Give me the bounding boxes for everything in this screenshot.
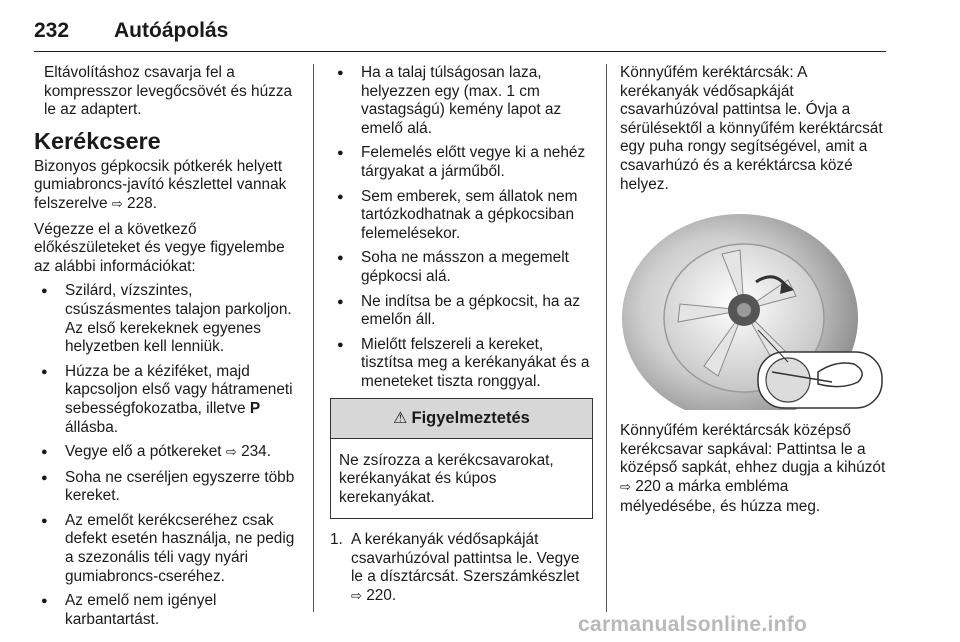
section-heading: Kerékcsere (34, 127, 161, 154)
list-item: ● Felemelés előtt vegye ki a nehéz tárgyakat a járműből. (330, 144, 593, 181)
list-item: ● Soha ne cseréljen egyszerre több kereket. (34, 469, 298, 506)
column-1 (34, 64, 298, 635)
reference-arrow-icon: ⇨ (111, 196, 123, 212)
watermark: carmanualsonline.info (578, 613, 808, 636)
list-item: ● Szilárd, vízszintes, csúszásmentes talajon parkoljon. Az első kerekeknek egyenes helyzetben kell lenniük. (34, 282, 298, 356)
intro-text: Eltávolításhoz csavarja fel a kompresszor levegőcsövét és húzza le az adaptert. (44, 64, 293, 119)
wheel-hubcap-illustration (622, 210, 884, 410)
list-item: ● Soha ne másszon a megemelt gépkocsi alá. (330, 249, 593, 286)
warning-box (330, 398, 593, 520)
reference-arrow-icon: ⇨ (351, 589, 362, 605)
column-2 (330, 64, 593, 607)
page-reference-link[interactable]: 228. (127, 194, 158, 212)
warning-triangle-icon: ⚠ (393, 407, 408, 427)
list-item: ● Az emelőt kerékcseréhez csak defekt esetén használja, ne pedig a szezonális téli vagy nyári gumiabroncs-cseréhez. (34, 512, 298, 586)
warning-header (331, 399, 592, 439)
warning-text: Ne zsírozza a kerékcsavarokat, kerékanyákat és kúpos kerekanyákat. (339, 451, 554, 506)
figure-caption: Könnyűfém keréktárcsák középső kerékcsavar sapkával: Pattintsa le a középső sapkát, ehhez dugja a kihúzót ⇨ 220 a márka embléma mélyedésébe, és húzza meg. (620, 422, 886, 515)
page-reference-link[interactable]: 220. (366, 587, 397, 605)
section-title: Autóápolás (114, 19, 229, 42)
column-3 (620, 64, 886, 516)
paragraph: Bizonyos gépkocsik pótkerék helyett gumiabroncs-javító készlettel vannak felszerelve ⇨ 228. (34, 157, 287, 212)
page-reference-link[interactable]: 234. (241, 443, 272, 461)
page-number: 232 (34, 19, 70, 42)
wheel-illustration-icon (622, 210, 884, 410)
header-rule (34, 51, 886, 52)
step-item: 1. A kerékanyák védősapkáját csavarhúzóval pattintsa le. Vegye le a dísztárcsát. Szerszámkészlet ⇨ 220. (330, 531, 580, 605)
bullet-list (330, 64, 593, 392)
paragraph: Végezze el a következő előkészületeket és vegye figyelembe az alábbi információkat: (34, 220, 285, 275)
reference-arrow-icon: ⇨ (225, 445, 237, 461)
paragraph: Könnyűfém keréktárcsák: A kerékanyák védősapkáját csavarhúzóval pattintsa le. Óvja a sérülésektől a könnyűfém keréktárcsát egy puha rongy segítségével, amit a csavarhúzó és a keréktárcsa közé helyez. (620, 64, 883, 193)
column-divider-2 (606, 64, 607, 612)
page-reference-link[interactable]: 220 (635, 477, 661, 495)
column-divider-1 (313, 64, 314, 612)
list-item: ● Ha a talaj túlságosan laza, helyezzen egy (max. 1 cm vastagságú) kemény lapot az emelő alá. (330, 64, 593, 138)
gear-position-label: P (249, 399, 261, 417)
list-item: ● Sem emberek, sem állatok nem tartózkodhatnak a gépkocsiban felemelésekor. (330, 188, 593, 244)
list-item: ● Ne indítsa be a gépkocsit, ha az emelőn áll. (330, 293, 593, 330)
step-list (330, 531, 593, 606)
list-item: ● Mielőtt felszereli a kereket, tisztítsa meg a kerékanyákat és a meneteket tiszta ronggyal. (330, 336, 593, 392)
page-header (34, 19, 886, 52)
reference-arrow-icon: ⇨ (620, 479, 631, 495)
list-item: ● Az emelő nem igényel karbantartást. (34, 592, 298, 629)
bullet-list (34, 282, 298, 629)
list-item: ● Vegye elő a pótkereket ⇨ 234. (34, 443, 298, 463)
step-number: 1. (330, 531, 343, 549)
warning-title: Figyelmeztetés (411, 408, 530, 427)
list-item: ● Húzza be a kéziféket, majd kapcsoljon első vagy hátrameneti sebességfokozatba, illetve P állásba. (34, 363, 298, 437)
